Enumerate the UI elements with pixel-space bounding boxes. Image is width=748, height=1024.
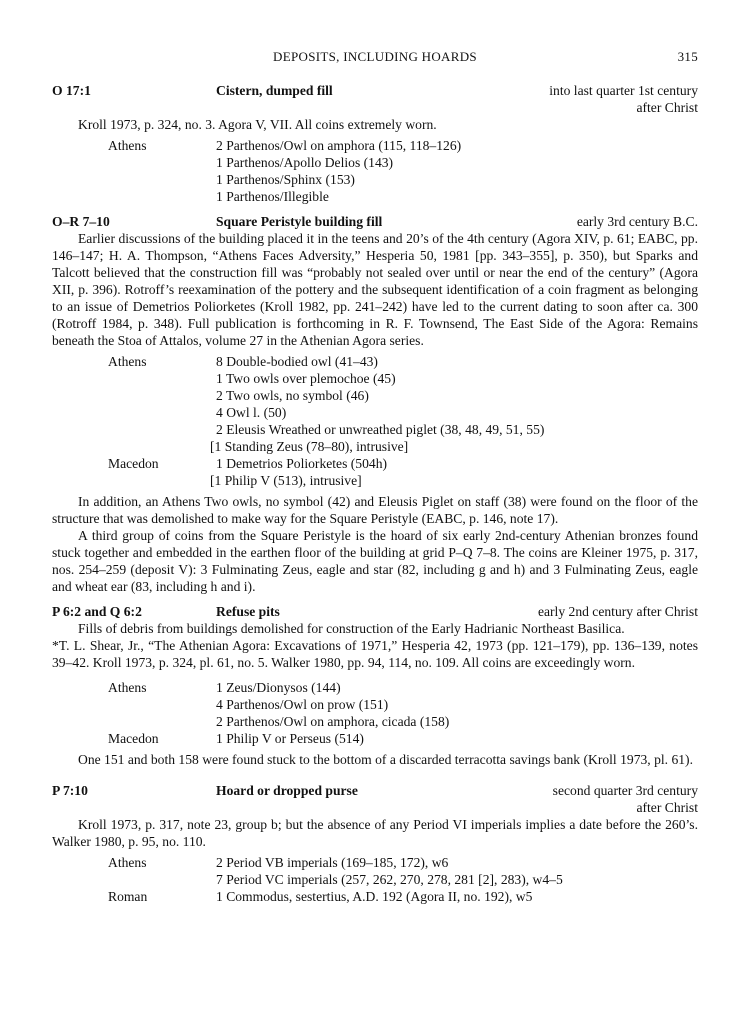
deposit-code: P 6:2 and Q 6:2 [52,604,142,619]
coin-desc: 1 Parthenos/Illegible [216,189,329,204]
deposit-date-line-1: early 2nd century after Christ [537,604,698,619]
coin-row [52,713,698,730]
deposit-date-line-1: into last quarter 1st century [549,83,698,98]
deposit-code: P 7:10 [52,783,88,798]
coin-list [52,854,698,905]
page [52,48,698,907]
coin-row [52,854,698,871]
mint: Macedon [108,456,159,471]
coin-desc: 8 Double-bodied owl (41–43) [216,354,378,369]
coin-desc: 4 Parthenos/Owl on prow (151) [216,697,389,712]
paragraph: One 151 and both 158 were found stuck to the bottom of a discarded terracotta savings bank (Kroll 1973, pl. 61). [78,752,693,767]
coin-desc: 2 Period VB imperials (169–185, 172), w6 [216,855,449,870]
deposit-date-line-1: early 3rd century B.C. [576,214,698,229]
mint [52,713,216,730]
coin-row [52,696,698,713]
deposit-p-6-2-q-6-2 [52,603,698,768]
coin-list [52,137,698,205]
deposit-date-line-1: second quarter 3rd century [552,783,698,798]
deposit-date-line-2: after Christ [636,800,698,815]
coin-row [52,455,698,472]
deposit-title: Refuse pits [216,604,280,619]
coin-desc: 2 Parthenos/Owl on amphora, cicada (158) [216,714,450,729]
coin-row [52,171,698,188]
paragraph: Kroll 1973, p. 324, no. 3. Agora V, VII. All coins extremely worn. [78,117,437,132]
mint [52,154,216,171]
mint [52,171,216,188]
coin-desc: 1 Parthenos/Sphinx (153) [216,172,355,187]
deposit-p-7-10 [52,782,698,905]
deposit-header [52,213,698,230]
mint [52,696,216,713]
deposit-title: Square Peristyle building fill [216,214,383,229]
mint: Athens [108,680,147,695]
coin-desc: 2 Two owls, no symbol (46) [216,388,369,403]
deposit-title: Hoard or dropped purse [216,783,358,798]
coin-desc: 1 Two owls over plemochoe (45) [216,371,396,386]
coin-row [52,472,698,489]
mint [52,404,216,421]
coin-row [52,188,698,205]
coin-row [52,679,698,696]
coin-desc: 2 Parthenos/Owl on amphora (115, 118–126) [216,138,462,153]
coin-row [52,353,698,370]
deposit-header [52,603,698,620]
coin-row [52,370,698,387]
deposit-date [472,213,698,230]
paragraph: *T. L. Shear, Jr., “The Athenian Agora: Excavations of 1971,” Hesperia 42, 1973 (pp. 121–179), pp. 136–139, notes 39–42. Kroll 1973, p. 324, pl. 61, no. 5. Walker 1980, pp. 94, 114, no. 109. All coins are exceedingly worn. [52,638,698,670]
coin-desc: 1 Philip V or Perseus (514) [216,731,364,746]
deposit-date-line-2: after Christ [636,100,698,115]
deposit-header [52,782,698,816]
coin-list [52,679,698,747]
paragraph: Earlier discussions of the building placed it in the teens and 20’s of the 4th century (Agora XIV, p. 61; EABC, pp. 146–147; H. A. Thompson, “Athens Faces Adversity,” Hesperia 50, 1981 [pp. 343–355], p. 350), but Sparks and Talcott believed that the construction fill was “probably not sealed over until or near the end of the century” (Agora XII, p. 396). Rotroff’s reexamination of the pottery and the subsequent identification of a coin fragment as belonging to an issue of Demetrios Poliorketes (Kroll 1982, pp. 241–242) have led to the current dating to soon after ca. 300 (Rotroff 1984, p. 348). Full publication is forthcoming in R. F. Townsend, The East Side of the Agora: Remains beneath the Stoa of Attalos, volume 27 in the Athenian Agora series. [52,231,698,348]
paragraph: Kroll 1973, p. 317, note 23, group b; but the absence of any Period VI imperials implies a date before the 260’s. Walker 1980, p. 95, no. 110. [52,817,698,849]
coin-row [52,404,698,421]
deposit-o-17-1 [52,82,698,205]
mint: Athens [108,138,147,153]
deposit-date [472,603,698,620]
coin-desc: [1 Philip V (513), intrusive] [210,473,362,488]
deposit-date [472,782,698,816]
mint [52,871,216,888]
deposit-code: O–R 7–10 [52,214,110,229]
mint [52,370,216,387]
coin-desc: [1 Standing Zeus (78–80), intrusive] [210,439,409,454]
coin-desc: 7 Period VC imperials (257, 262, 270, 278, 281 [2], 283), w4–5 [216,872,563,887]
coin-desc: 1 Parthenos/Apollo Delios (143) [216,155,394,170]
coin-desc: 1 Commodus, sestertius, A.D. 192 (Agora II, no. 192), w5 [216,889,533,904]
mint [52,188,216,205]
deposit-header [52,82,698,116]
coin-desc: 2 Eleusis Wreathed or unwreathed piglet (38, 48, 49, 51, 55) [216,422,545,437]
paragraph: Fills of debris from buildings demolished for construction of the Early Hadrianic Northeast Basilica. [78,621,625,636]
coin-row [52,154,698,171]
running-head [52,48,698,72]
mint: Athens [108,354,147,369]
coin-desc: 4 Owl l. (50) [216,405,287,420]
coin-row [52,888,698,905]
running-head-title: DEPOSITS, INCLUDING HOARDS [273,49,477,64]
deposit-code: O 17:1 [52,83,91,98]
coin-list [52,353,698,489]
page-number: 315 [677,49,698,64]
coin-row [52,137,698,154]
mint [52,421,216,438]
mint [52,472,216,489]
coin-row [52,438,698,455]
paragraph: In addition, an Athens Two owls, no symbol (42) and Eleusis Piglet on staff (38) were found on the floor of the structure that was demolished to make way for the Square Peristyle (EABC, p. 146, note 17). [52,494,698,526]
paragraph: A third group of coins from the Square Peristyle is the hoard of six early 2nd-century Athenian bronzes found stuck together and embedded in the earthen floor of the building at grid P–Q 7–8. The coins are Kleiner 1975, p. 317, nos. 254–259 (deposit V): 3 Fulminating Zeus, eagle and star (82, including g and h) and 3 Fulminating Zeus, eagle and wheat ear (83, including h and i). [52,528,698,594]
mint [52,387,216,404]
coin-row [52,871,698,888]
coin-desc: 1 Zeus/Dionysos (144) [216,680,341,695]
coin-row [52,421,698,438]
coin-row [52,387,698,404]
mint: Roman [108,889,148,904]
deposit-date [472,82,698,116]
mint [52,438,216,455]
mint: Athens [108,855,147,870]
coin-row [52,730,698,747]
deposit-title: Cistern, dumped fill [216,83,333,98]
deposit-o-r-7-10 [52,213,698,595]
coin-desc: 1 Demetrios Poliorketes (504h) [216,456,388,471]
mint: Macedon [108,731,159,746]
